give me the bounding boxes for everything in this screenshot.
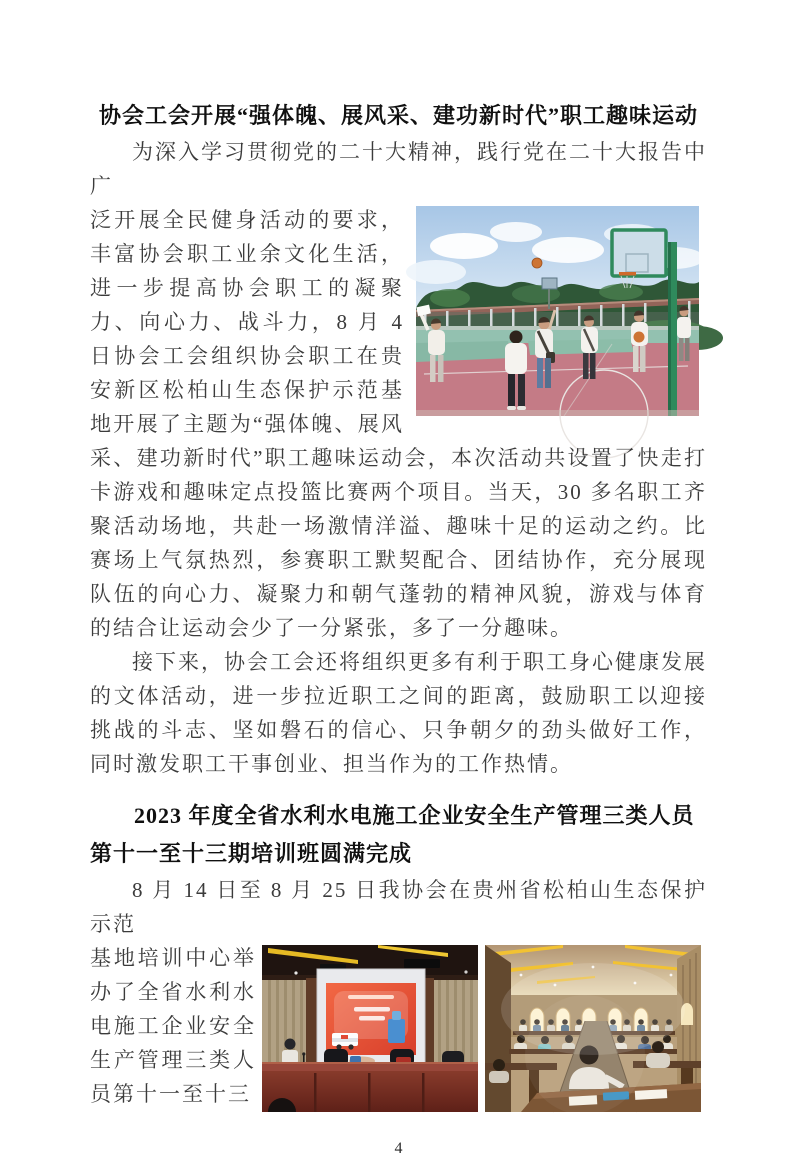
photo-training-room — [262, 945, 478, 1112]
photo-pair — [262, 945, 701, 1112]
article1-para1-rest: 泛开展全民健身活动的要求，丰富协会职工业余文化生活，进一步提高协会职工的凝聚力、向心力、战斗力，8 月 4 日协会工会组织协会职工在贵安新区松柏山生态保护示范基地开展了主题为“强体魄、展风采、建功新时代”职工趣味运动会，本次活动共设置了快走打卡游戏和趣味定点投篮比赛两个项目。当天，30 多名职工齐聚活动场地，共赴一场激情洋溢、趣味十足的运动之约。比赛场上气氛热烈，参赛职工默契配合、团结协作，充分展现队伍的向心力、凝聚力和朝气蓬勃的精神风貌，游戏与体育的结合让运动会少了一分紧张，多了一分趣味。 — [90, 208, 707, 640]
article2-para1-body — [90, 941, 707, 1111]
photo-basketball-court — [416, 206, 699, 416]
article2-title: 2023 年度全省水利水电施工企业安全生产管理三类人员第十一至十三期培训班圆满完成 — [90, 803, 695, 866]
article1-para2: 接下来，协会工会还将组织更多有利于职工身心健康发展的文体活动，进一步拉近职工之间的距离，鼓励职工以迎接挑战的斗志、坚如磐石的信心、只争朝夕的劲头做好工作，同时激发职工干事创业、担当作为的工作热情。 — [90, 650, 707, 776]
article1-para1-line1: 为深入学习贯彻党的二十大精神，践行党在二十大报告中广 — [90, 140, 707, 198]
article2-para1-line1: 8 月 14 日至 8 月 25 日我协会在贵州省松柏山生态保护示范 — [90, 878, 707, 936]
page-number: 4 — [394, 1140, 403, 1157]
article1-para1-body — [90, 203, 707, 645]
article2-para1-rest: 基地培训中心举办了全省水利水电施工企业安全生产管理三类人员第十一至十三 — [90, 946, 256, 1106]
photo-exam-classroom — [485, 945, 701, 1112]
article1-title: 协会工会开展“强体魄、展风采、建功新时代”职工趣味运动 — [98, 103, 698, 128]
